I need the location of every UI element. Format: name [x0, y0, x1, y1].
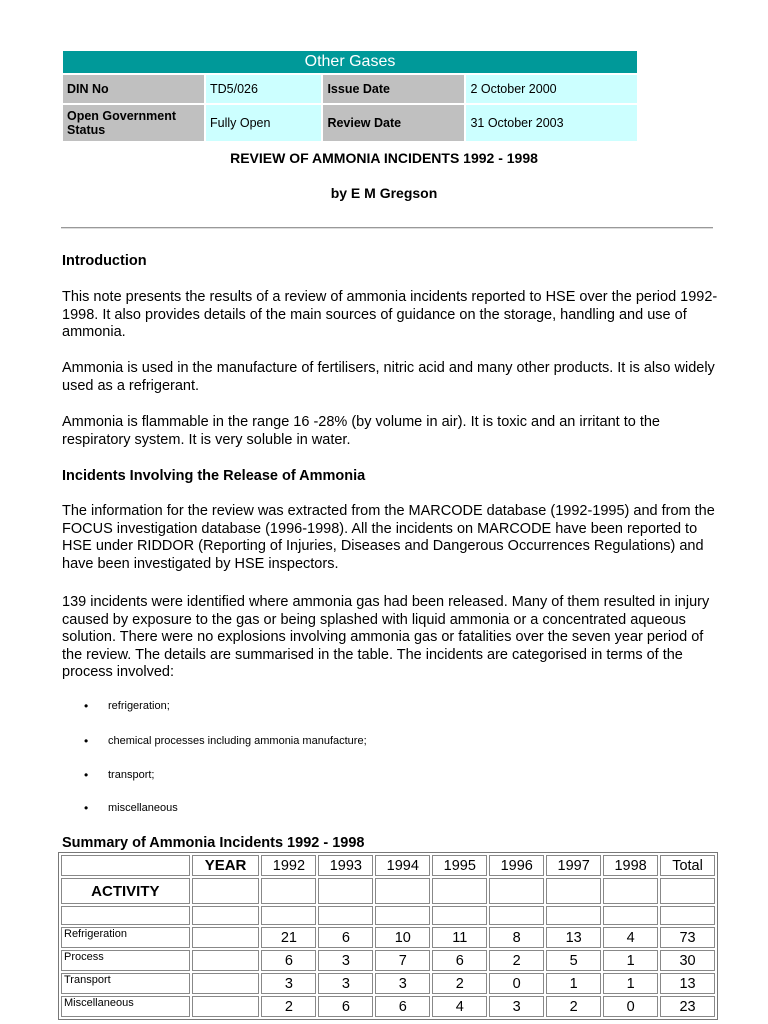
row-label: Refrigeration	[61, 927, 190, 948]
year-header: YEAR	[192, 855, 260, 876]
table-cell: 6	[318, 996, 373, 1017]
activity-header: ACTIVITY	[61, 878, 190, 904]
table-cell: 6	[375, 996, 430, 1017]
column-header: 1994	[375, 855, 430, 876]
issue-date-label: Issue Date	[323, 75, 464, 103]
table-cell: 13	[660, 973, 715, 994]
review-date-value: 31 October 2003	[466, 105, 637, 141]
status-value: Fully Open	[206, 105, 321, 141]
column-header: 1992	[261, 855, 316, 876]
incidents-heading: Incidents Involving the Release of Ammonia	[62, 468, 366, 484]
table-cell: 6	[261, 950, 316, 971]
table-row	[61, 973, 715, 994]
table-cell: 6	[432, 950, 487, 971]
table-cell: 0	[489, 973, 544, 994]
bullet-icon: •	[84, 699, 89, 713]
table-cell: 0	[603, 996, 658, 1017]
row-label: Miscellaneous	[61, 996, 190, 1017]
document-info-table	[61, 49, 639, 143]
table-cell: 3	[261, 973, 316, 994]
table-cell: 3	[375, 973, 430, 994]
document-author: by E M Gregson	[330, 185, 438, 201]
summary-table-title: Summary of Ammonia Incidents 1992 - 1998	[62, 835, 365, 851]
table-cell: 1	[546, 973, 601, 994]
column-header: Total	[660, 855, 715, 876]
table-row	[61, 906, 715, 925]
table-cell: 11	[432, 927, 487, 948]
table-cell: 4	[603, 927, 658, 948]
table-cell: 13	[546, 927, 601, 948]
column-header: 1997	[546, 855, 601, 876]
table-row	[61, 927, 715, 948]
table-cell: 1	[603, 973, 658, 994]
table-cell: 10	[375, 927, 430, 948]
intro-paragraph-2: Ammonia is used in the manufacture of fertilisers, nitric acid and many other products. It is also widely used as a refrigerant.	[62, 360, 715, 394]
table-row	[61, 996, 715, 1017]
incidents-paragraph-2: 139 incidents were identified where ammonia gas had been released. Many of them resulted in injury caused by exposure to the gas or being splashed with liquid ammonia or a concentrated aqueous solution. There were no explosions involving ammonia gas or fatalities over the seven year period of the review. The details are summarised in the table. The incidents are categorised in terms of the process involved:	[62, 594, 710, 681]
table-row	[61, 855, 715, 876]
summary-table	[58, 852, 718, 1020]
din-label: DIN No	[63, 75, 204, 103]
column-header: 1998	[603, 855, 658, 876]
table-cell: 30	[660, 950, 715, 971]
column-header: 1996	[489, 855, 544, 876]
table-cell: 2	[489, 950, 544, 971]
intro-paragraph-3: Ammonia is flammable in the range 16 -28% (by volume in air). It is toxic and an irritant to the respiratory system. It is very soluble in water.	[62, 414, 660, 448]
table-cell: 2	[432, 973, 487, 994]
category-header: Other Gases	[63, 51, 637, 73]
table-cell: 7	[375, 950, 430, 971]
incidents-paragraph-1: The information for the review was extracted from the MARCODE database (1992-1995) and from the FOCUS investigation database (1996-1998). All the incidents on MARCODE have been reported to HSE under RIDDOR (Reporting of Injuries, Diseases and Dangerous Occurrences Regulations) and have been investigated by HSE inspectors.	[62, 503, 715, 572]
table-cell: 2	[261, 996, 316, 1017]
table-cell: 4	[432, 996, 487, 1017]
table-cell: 3	[489, 996, 544, 1017]
table-cell: 2	[546, 996, 601, 1017]
row-label: Transport	[61, 973, 190, 994]
issue-date-value: 2 October 2000	[466, 75, 637, 103]
table-cell: 5	[546, 950, 601, 971]
status-label: Open Government Status	[63, 105, 204, 141]
column-header: 1995	[432, 855, 487, 876]
table-cell: 6	[318, 927, 373, 948]
document-title: REVIEW OF AMMONIA INCIDENTS 1992 - 1998	[230, 150, 538, 166]
table-cell: 21	[261, 927, 316, 948]
din-value: TD5/026	[206, 75, 321, 103]
table-cell: 8	[489, 927, 544, 948]
bullet-icon: •	[84, 734, 89, 748]
bullet-icon: •	[84, 801, 89, 815]
table-row	[61, 878, 715, 904]
introduction-heading: Introduction	[62, 253, 147, 269]
row-label: Process	[61, 950, 190, 971]
table-cell: 1	[603, 950, 658, 971]
column-header: 1993	[318, 855, 373, 876]
review-date-label: Review Date	[323, 105, 464, 141]
table-cell: 73	[660, 927, 715, 948]
horizontal-divider	[61, 227, 713, 229]
table-cell: 3	[318, 973, 373, 994]
table-cell: 3	[318, 950, 373, 971]
bullet-icon: •	[84, 768, 89, 782]
intro-paragraph-1: This note presents the results of a review of ammonia incidents reported to HSE over the period 1992-1998. It also provides details of the main sources of guidance on the storage, handling and use of ammonia.	[62, 289, 718, 341]
table-row	[61, 950, 715, 971]
table-cell: 23	[660, 996, 715, 1017]
